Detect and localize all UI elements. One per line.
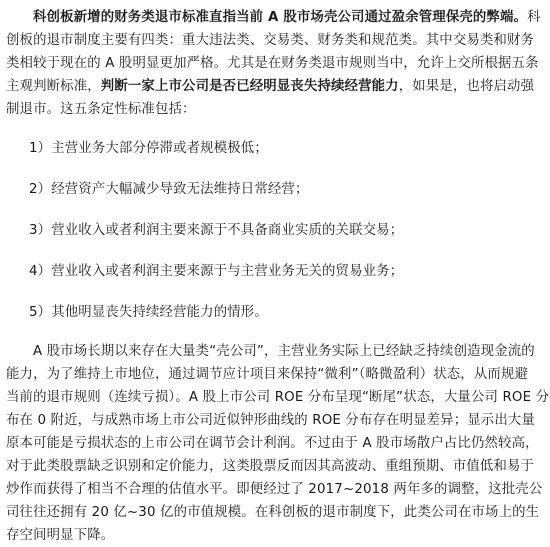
paragraph-line: 对于此类股票缺乏识别和定价能力，这类股票反而因其高波动、重组预期、市值低和易于 (6, 459, 535, 474)
paragraph-line (6, 6, 541, 29)
paragraph-line: 司往往还拥有 20 亿~30 亿的市值规模。在科创板的退市制度下，此类公司在市场上的生 (6, 505, 540, 520)
paragraph-line: 类相较于现在的 A 股明显更加严格。尤其是在财务类退市规则当中，允许上交所根据五条 (6, 56, 539, 71)
paragraph-line: 布在 0 附近，与成熟市场上市公司近似钟形曲线的 ROE 分布存在明显差异；显示出大量 (6, 413, 535, 428)
criteria-item: 3）营业收入或者利润主要来源于不具备商业实质的关联交易； (29, 223, 404, 238)
paragraph-shell-companies (6, 340, 550, 547)
criteria-item: 4）营业收入或者利润主要来源于与主营业务无关的贸易业务； (29, 264, 404, 279)
paragraph-line: 能力，为了维持上市地位，通过调节应计项目来保持“微利”（略微盈利）状态，从而规避 (6, 367, 529, 382)
criteria-item: 1）主营业务大部分停滞或者规模极低； (29, 141, 268, 156)
criteria-item: 5）其他明显丧失持续经营能力的情形。 (29, 305, 268, 320)
paragraph-line: 当前的退市规则（连续亏损）。A 股上市公司 ROE 分布呈现“断尾”状态，大量公司 ROE 分 (6, 390, 550, 405)
criteria-item: 2）经营资产大幅减少导致无法维持日常经营； (29, 182, 309, 197)
paragraph-line (6, 75, 538, 98)
text-span: ，如果是，也将启动强 (398, 79, 535, 94)
paragraph-line: 创板的退市制度主要有四类：重大违法类、交易类、财务类和规范类。其中交易类和财务 (6, 33, 535, 48)
paragraph-line: 炒作而获得了相当不合理的估值水平。即便经过了 2017~2018 两年多的调整，这批壳公 (6, 482, 543, 497)
paragraph-line: 存空间明显下降。 (6, 528, 115, 543)
paragraph-delisting-rules (6, 6, 541, 121)
bold-lead-sentence: 科创板新增的财务类退市标准直指当前 A 股市场壳公司通过盈余管理保壳的弊端。 (33, 10, 528, 25)
paragraph-line: A 股市场长期以来存在大量类“壳公司”，主营业务实际上已经缺乏持续创造现金流的 (33, 344, 535, 359)
text-span: 主观判断标准， (6, 79, 101, 94)
criteria-list (6, 137, 538, 324)
bold-key-phrase: 判断一家上市公司是否已经明显丧失持续经营能力 (100, 79, 399, 94)
paragraph-line: 制退市。这五条定性标准包括： (6, 102, 196, 117)
text-span: 科 (527, 10, 541, 25)
paragraph-line: 原本可能是亏损状态的上市公司在调节会计利润。不过由于 A 股市场散户占比仍然较高， (6, 436, 539, 451)
